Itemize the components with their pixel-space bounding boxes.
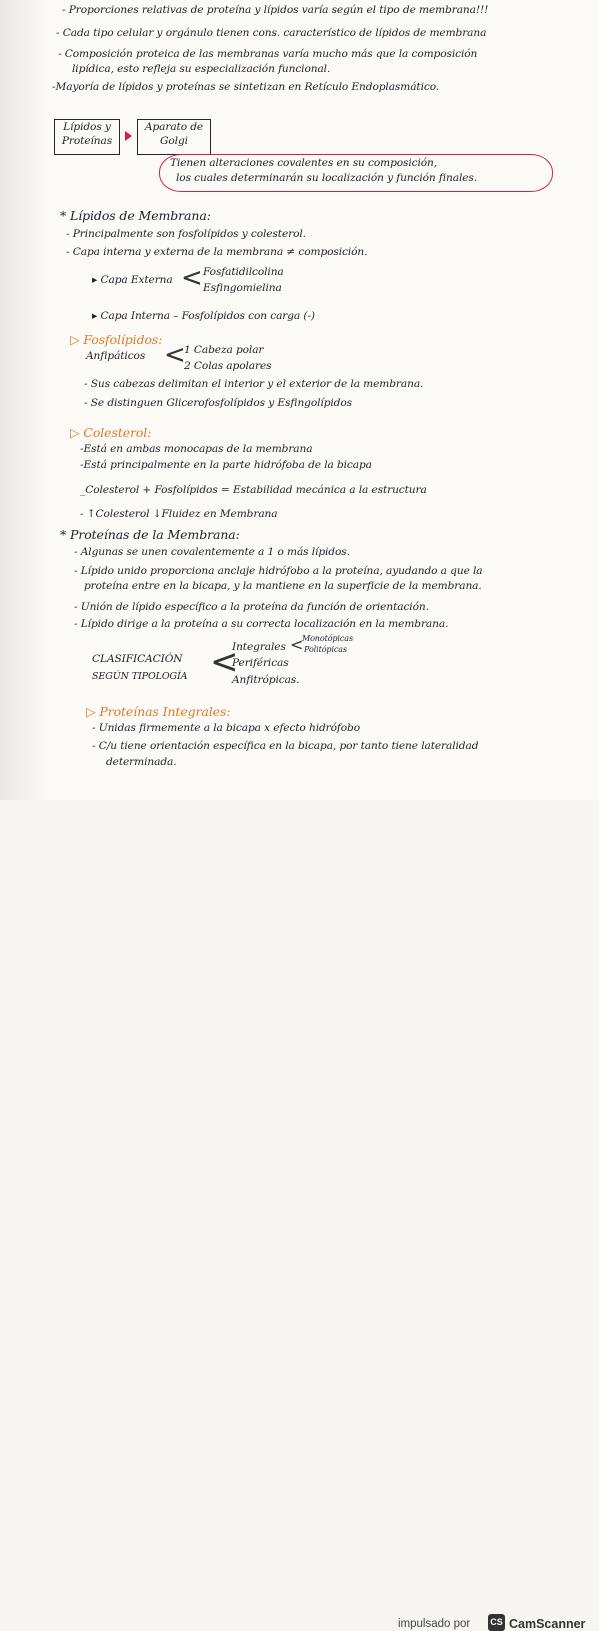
note-line: - Capa interna y externa de la membrana ≠ composición.: [66, 246, 368, 258]
amphipathic-label: Anfipáticos: [86, 350, 146, 362]
note-line: - Sus cabezas delimitan el interior y el exterior de la membrana.: [84, 378, 424, 390]
box-line: Aparato de: [144, 121, 204, 133]
arrow-right-icon: [125, 131, 132, 141]
note-line: - Lípido unido proporciona anclaje hidrófobo a la proteína, ayudando a que la: [74, 565, 483, 577]
notebook-page: [0, 0, 599, 800]
protein-type: Anfitrópicas.: [232, 674, 300, 686]
note-line: lipídica, esto refleja su especialización funcional.: [72, 63, 331, 75]
cloud-line: los cuales determinarán su localización y función finales.: [176, 172, 478, 184]
protein-type: Periféricas: [232, 657, 289, 669]
camscanner-logo-icon: CS: [488, 1614, 505, 1631]
camscanner-brand: CamScanner: [509, 1617, 586, 1631]
section-heading: ▷ Colesterol:: [70, 425, 152, 440]
note-line: -Mayoría de lípidos y proteínas se sintetizan en Retículo Endoplasmático.: [52, 81, 440, 93]
note-line: proteína entre en la bicapa, y la mantiene en la superficie de la membrana.: [84, 580, 482, 592]
note-line: - ↑Colesterol ↓Fluidez en Membrana: [80, 508, 278, 520]
bracket-icon: <: [290, 635, 304, 654]
phospholipid-part: 1 Cabeza polar: [184, 344, 264, 356]
note-line: - Se distinguen Glicerofosfolípidos y Esfingolípidos: [84, 397, 352, 409]
note-line: - Principalmente son fosfolípidos y colesterol.: [66, 228, 306, 240]
note-line: determinada.: [106, 756, 177, 768]
outer-layer-option: Fosfatidilcolina: [203, 266, 284, 278]
bracket-icon: <: [164, 340, 186, 370]
cloud-line: Tienen alteraciones covalentes en su composición,: [170, 157, 438, 169]
bracket-icon: <: [181, 263, 203, 293]
box-line: Proteínas: [61, 135, 113, 147]
box-line: Golgi: [160, 135, 188, 147]
note-line: - Unidas firmemente a la bicapa x efecto hidrófobo: [92, 722, 360, 734]
note-line: - Proporciones relativas de proteína y lípidos varía según el tipo de membrana!!!: [62, 4, 489, 16]
note-line: - Lípido dirige a la proteína a su correcta localización en la membrana.: [74, 618, 449, 630]
box-line: Lípidos y: [63, 121, 111, 133]
section-heading: ▷ Fosfolípidos:: [70, 332, 163, 347]
section-heading: ▷ Proteínas Integrales:: [86, 704, 231, 719]
classification-label: SEGÚN TIPOLOGÍA: [92, 671, 188, 682]
integral-subtype: Monotópicas: [302, 634, 353, 643]
phospholipid-part: 2 Colas apolares: [184, 360, 272, 372]
note-line: - Algunas se unen covalentemente a 1 o más lípidos.: [74, 546, 350, 558]
scanner-footer: [0, 800, 599, 1631]
classification-label: CLASIFICACIÓN: [92, 653, 183, 665]
section-heading: * Lípidos de Membrana:: [60, 208, 211, 223]
outer-layer-label: ▸ Capa Externa: [92, 274, 173, 286]
bracket-icon: <: [210, 642, 239, 682]
note-line: - Unión de lípido específico a la proteína da función de orientación.: [74, 601, 429, 613]
lipids-proteins-box: [54, 119, 120, 155]
integral-subtype: Politópicas: [304, 645, 347, 654]
section-heading: * Proteínas de la Membrana:: [60, 527, 240, 542]
note-line: _Colesterol + Fosfolípidos = Estabilidad mecánica a la estructura: [80, 484, 427, 496]
note-line: - Composición proteica de las membranas varía mucho más que la composición: [58, 48, 478, 60]
protein-type: Integrales: [232, 641, 286, 653]
outer-layer-option: Esfingomielina: [203, 282, 282, 294]
note-line: - Cada tipo celular y orgánulo tienen cons. característico de lípidos de membrana: [56, 27, 487, 39]
note-line: - C/u tiene orientación específica en la bicapa, por tanto tiene lateralidad: [92, 740, 479, 752]
powered-by-label: impulsado por: [398, 1618, 471, 1630]
inner-layer-line: ▸ Capa Interna – Fosfolípidos con carga (-): [92, 310, 315, 322]
golgi-box: [137, 119, 211, 155]
note-line: -Está principalmente en la parte hidrófoba de la bicapa: [80, 459, 372, 471]
note-line: -Está en ambas monocapas de la membrana: [80, 443, 313, 455]
